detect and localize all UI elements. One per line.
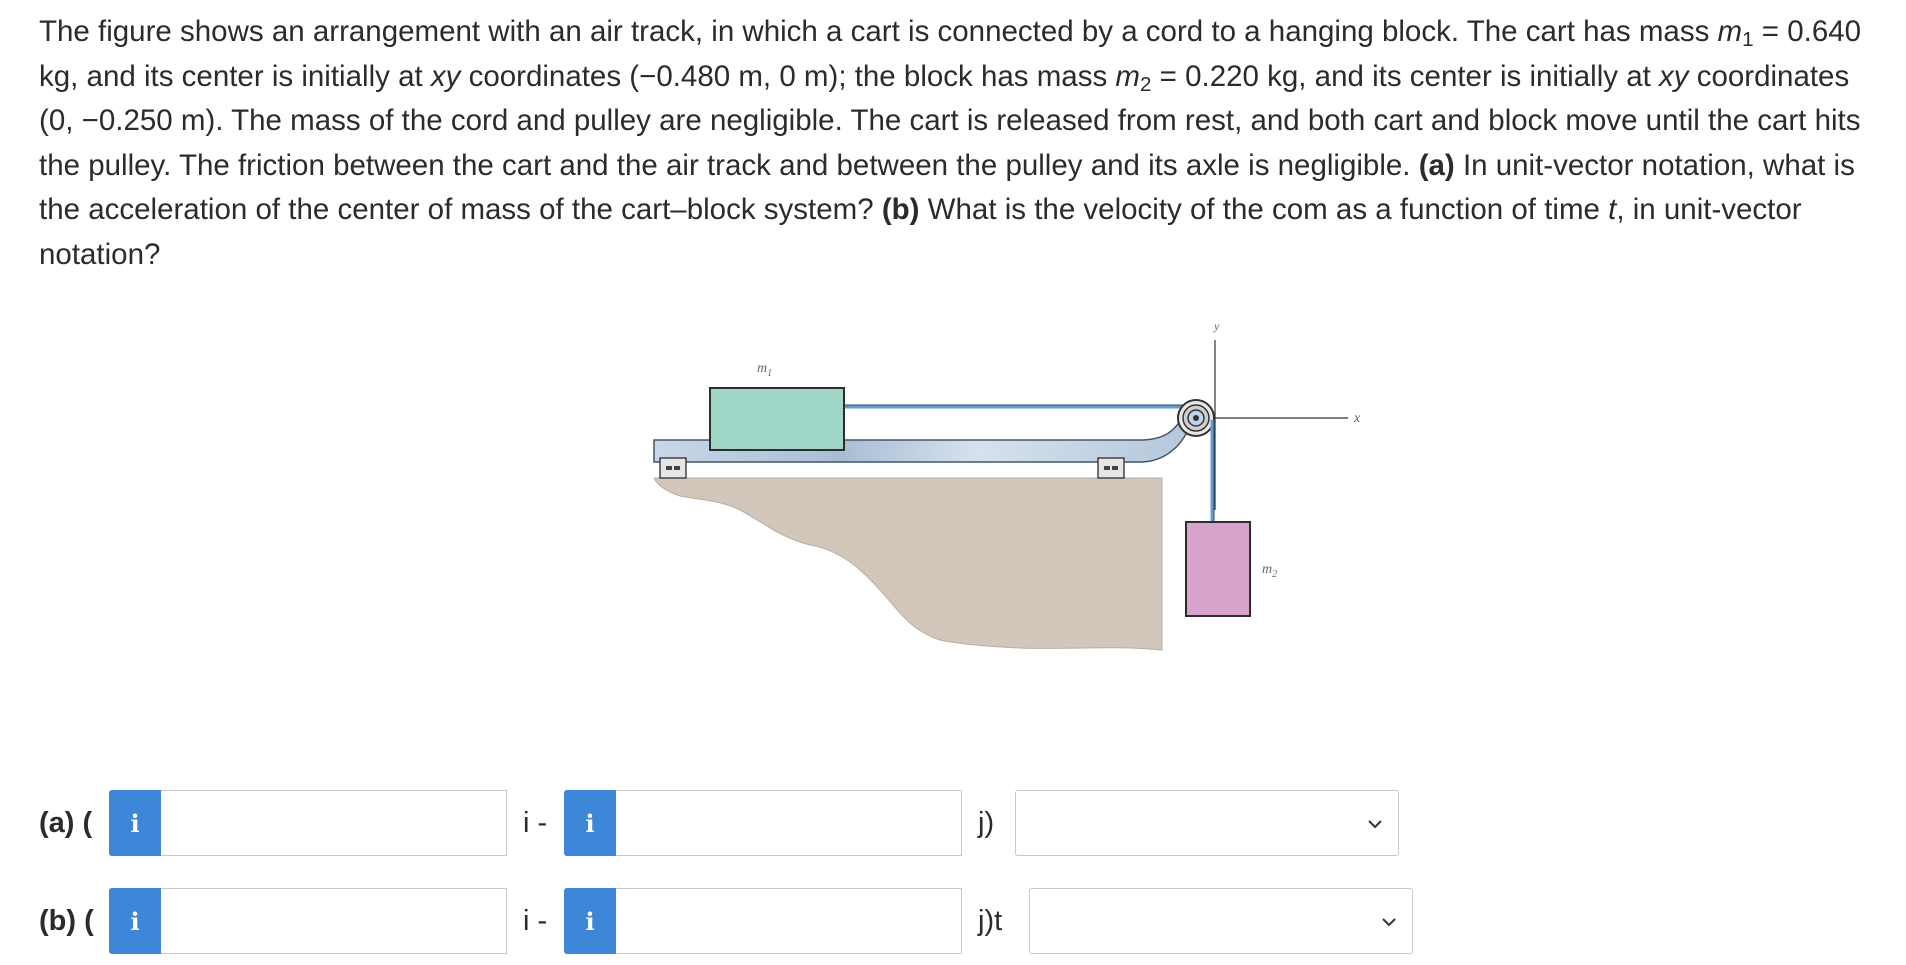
answer-row-a (0, 790, 1906, 856)
answer-b-i-input[interactable] (161, 888, 507, 954)
info-icon-a-j[interactable]: i (564, 790, 616, 856)
answer-row-b (0, 888, 1906, 954)
info-icon-b-i[interactable]: i (109, 888, 161, 954)
row-a-i-text: i - (523, 807, 548, 839)
part-a-label: (a) (1418, 148, 1455, 182)
air-track-figure (640, 300, 1400, 680)
cart-m1 (710, 388, 844, 450)
row-b-i-text: i - (523, 905, 548, 937)
x-axis-label: x (1354, 411, 1361, 426)
row-a-j-text: j) (978, 807, 995, 839)
y-axis-label: y (1214, 319, 1220, 333)
unit-select-b[interactable] (1029, 888, 1413, 954)
track-foot-left (660, 458, 686, 478)
question-text: The figure shows an arrangement with an air track, in which a cart is connected by a cord to a hanging block. The cart has mass $m_1 = 0.640$ kg, and its center is initially at xy coordinates (−0.480 m, 0 m); the block has mass $m_2 = 0.220$ kg, and its center is initially at xy coordinates (0, −0.250 m). The mass of the cord and pulley are negligible. The cart is released from rest, and both cart and block move until the cart hits the pulley. The friction between the cart and the air track and between the pulley and its axle is negligible. (a) In unit-vector notation, what is the acceleration of the center of mass of the cart–block system? (b) What is the velocity of the com as a function of time t, in unit-vector notation? (39, 15, 1862, 271)
block-m2 (1186, 522, 1250, 616)
chevron-down-icon (1380, 913, 1398, 931)
table-surface (654, 478, 1162, 650)
unit-select-a[interactable] (1015, 790, 1399, 856)
row-a-label: (a) ( (39, 807, 93, 839)
answer-a-i-input[interactable] (161, 790, 507, 856)
m2-label: $m_2$ (1262, 562, 1278, 580)
row-b-j-text: j)t (978, 905, 1003, 937)
track-foot-right (1098, 458, 1124, 478)
info-icon-a-i[interactable]: i (109, 790, 161, 856)
answer-a-j-input[interactable] (616, 790, 962, 856)
m1-label: $m_1$ (757, 361, 773, 379)
info-icon-b-j[interactable]: i (564, 888, 616, 954)
answer-b-j-input[interactable] (616, 888, 962, 954)
chevron-down-icon (1366, 815, 1384, 833)
part-b-label: (b) (881, 193, 920, 226)
row-b-label: (b) ( (39, 905, 94, 937)
